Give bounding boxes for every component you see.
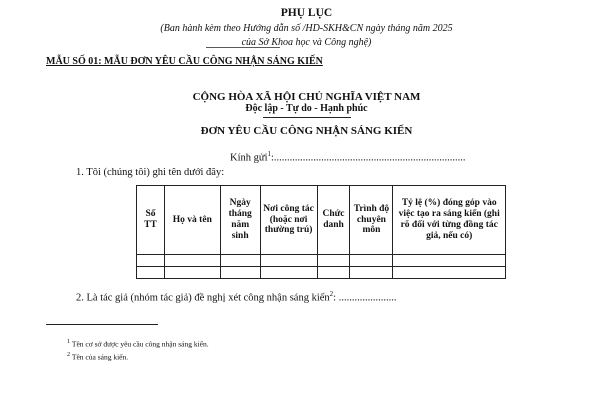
author-table <box>136 185 506 279</box>
greeting-line <box>230 150 466 164</box>
item-2-line <box>76 290 396 304</box>
table-header-row <box>137 186 506 255</box>
item-1-text: 1. Tôi (chúng tôi) ghi tên dưới đây: <box>76 167 225 178</box>
footnote-ref-2: 2 <box>329 290 334 298</box>
footnote-1-marker: 1 <box>67 338 71 345</box>
table-cell[interactable] <box>317 255 350 267</box>
col-header-name: Họ và tên <box>164 186 220 255</box>
footnote-separator <box>46 324 158 325</box>
table-cell[interactable] <box>260 255 317 267</box>
motto-divider <box>263 117 351 118</box>
col-header-workplace: Nơi công tác (hoặc nơi thường trú) <box>260 186 317 255</box>
subtitle-underline <box>206 47 280 48</box>
col-header-stt: Số TT <box>137 186 165 255</box>
national-motto: Độc lập - Tự do - Hạnh phúc <box>245 103 368 114</box>
table-cell[interactable] <box>317 267 350 279</box>
item-2-text: 2. Là tác giả (nhóm tác giả) đề nghị xét công nhận sáng kiến <box>76 292 330 304</box>
table-cell[interactable] <box>164 255 220 267</box>
appendix-title: PHỤ LỤC <box>280 7 333 19</box>
col-header-position: Chức danh <box>317 186 350 255</box>
footnote-2 <box>67 351 128 362</box>
greeting-prefix: Kính gửi <box>230 152 268 164</box>
footnote-1 <box>67 338 209 349</box>
table-cell[interactable] <box>164 267 220 279</box>
table-cell[interactable] <box>260 267 317 279</box>
appendix-subtitle-line1: (Ban hành kèm theo Hướng dẫn số /HD-SKH&CN ngày tháng năm 2025 <box>160 23 453 34</box>
col-header-contribution: Tỷ lệ (%) đóng góp vào việc tạo ra sáng kiến (ghi rõ đối với từng đồng tác giả, nếu có) <box>393 186 506 255</box>
appendix-subtitle-line2: của Sở Khoa học và Công nghệ) <box>241 37 372 48</box>
table-cell[interactable] <box>350 255 393 267</box>
table-row <box>137 255 506 267</box>
form-code-heading: MẪU SỐ 01: MẪU ĐƠN YÊU CẦU CÔNG NHẬN SÁNG KIẾN <box>46 56 323 67</box>
col-header-dob: Ngày tháng năm sinh <box>220 186 260 255</box>
table-cell[interactable] <box>393 255 506 267</box>
greeting-dots: :......................................................................... <box>270 152 466 164</box>
footnote-1-text: Tên cơ sở được yêu cầu công nhận sáng kiến. <box>71 339 209 349</box>
document-title: ĐƠN YÊU CẦU CÔNG NHẬN SÁNG KIẾN <box>200 125 413 137</box>
table-cell[interactable] <box>350 267 393 279</box>
table-cell[interactable] <box>137 255 165 267</box>
national-title: CỘNG HÒA XÃ HỘI CHỦ NGHĨA VIỆT NAM <box>192 91 421 103</box>
table-cell[interactable] <box>220 267 260 279</box>
table-cell[interactable] <box>137 267 165 279</box>
item-2-dots: : ...................... <box>333 292 397 304</box>
col-header-qualification: Trình độ chuyên môn <box>350 186 393 255</box>
table-cell[interactable] <box>393 267 506 279</box>
footnote-2-marker: 2 <box>67 351 71 358</box>
table-cell[interactable] <box>220 255 260 267</box>
table-row <box>137 267 506 279</box>
footnote-ref-1: 1 <box>267 150 271 158</box>
footnote-2-text: Tên của sáng kiến. <box>71 352 129 362</box>
